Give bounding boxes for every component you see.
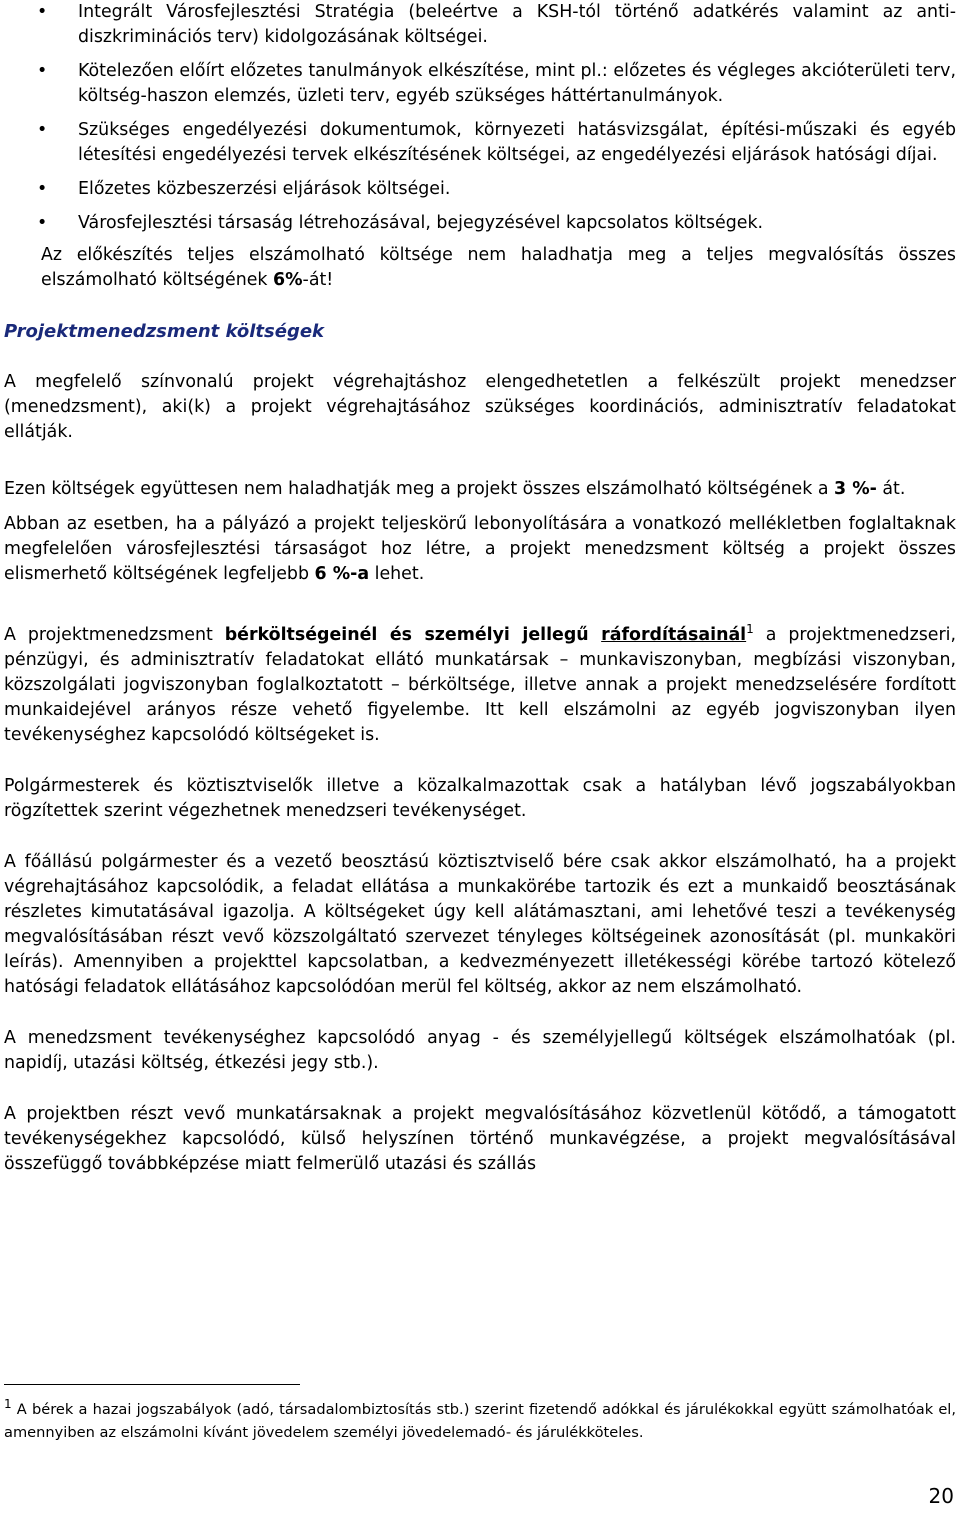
- paragraph-limit: Ezen költségek együttesen nem haladhatják meg a projekt összes elszámolható költségének a 3 %- át.: [4, 479, 906, 499]
- bullet-icon: •: [37, 120, 48, 140]
- page-number: 20: [928, 1484, 954, 1508]
- paragraph-company: Abban az esetben, ha a pályázó a projekt teljeskörű lebonyolítására a vonatkozó mellékletben foglaltaknak megfelelően városfejlesztési társaságot hoz létre, a projekt menedzsment költség a projekt összes elismerhető költségének legfeljebb 6 %-a lehet.: [4, 514, 956, 584]
- bullet-icon: •: [37, 179, 48, 199]
- preparation-cost-list: [4, 0, 956, 236]
- list-item: • Szükséges engedélyezési dokumentumok, környezeti hatásvizsgálat, építési-műszaki és egyéb létesítési engedélyezési tervek elkészítésének költségei, az engedélyezési eljárások hatósági díjai.: [37, 120, 956, 165]
- paragraph-material-costs: A menedzsment tevékenységhez kapcsolódó anyag - és személyjellegű költségek elszámolhatóak (pl. napidíj, utazási költség, étkezési jegy stb.).: [4, 1028, 956, 1073]
- company-limit-value: 6 %-a: [314, 564, 370, 584]
- paragraph-travel: A projektben részt vevő munkatársaknak a projekt megvalósításához közvetlenül kötődő, a támogatott tevékenységekhez kapcsolódó, külső helyszínen történő munkavégzése, a projekt megvalósításával összefüggő továbbképzése miatt felmerülő utazási és szállás: [4, 1104, 956, 1174]
- paragraph-intro: A megfelelő színvonalú projekt végrehajtáshoz elengedhetetlen a felkészült projekt menedzser (menedzsment), aki(k) a projekt végrehajtásához szükséges koordinációs, adminisztratív feladatokat ellátják.: [4, 372, 956, 442]
- paragraph-mayors: Polgármesterek és köztisztviselők illetve a közalkalmazottak csak a hatályban lévő jogszabályokban rögzítettek szerint végezhetnek menedzseri tevékenységet.: [4, 776, 956, 821]
- management-limit-value: 3 %-: [834, 479, 877, 499]
- footnote-reference[interactable]: 1: [746, 622, 754, 637]
- preparation-limit-value: 6%: [273, 270, 303, 290]
- list-item: • Városfejlesztési társaság létrehozásával, bejegyzésével kapcsolatos költségek.: [4, 211, 956, 236]
- paragraph-wages: A projektmenedzsment bérköltségeinél és személyi jellegű ráfordításainál$^1$ a projektmenedzseri, pénzügyi, és adminisztratív feladatokat ellátó munkatársak – munkaviszonyban, megbízási viszonyban, közszolgálati jogviszonyban foglalkoztatott – bérköltsége, illetve annak a projekt menedzselésére fordított munkaidejével arányos része vehető figyelembe. Itt kell elszámolni az egyéb jogviszonyban ilyen tevékenységhez kapcsolódó költségeket is.: [4, 622, 956, 745]
- bullet-icon: •: [37, 2, 48, 22]
- footnote-marker: 1: [4, 1397, 12, 1412]
- document-page: [4, 0, 956, 1177]
- paragraph-salary: A főállású polgármester és a vezető beosztású köztisztviselő bére csak akkor elszámolható, ha a projekt végrehajtásához kapcsolódik, a feladat ellátása a munkakörébe tartozik és ezt a munkaidő beosztásának részletes kimutatásával igazolja. A költségeket úgy kell alátámasztani, ami lehetővé teszi a tevékenység megvalósításában részt vevő közszolgáltató szervezet tényleges költségeinek azonosítását (pl. munkaköri leírás). Amennyiben a projekttel kapcsolatban, a kedvezményezett illetékességi körébe tartozó kötelező hatósági feladatok ellátásához kapcsolódóan merül fel költség, akkor az nem elszámolható.: [4, 852, 956, 997]
- footnote-divider: [4, 1384, 300, 1385]
- footnote: $^1$ A bérek a hazai jogszabályok (adó, társadalombiztosítás stb.) szerint fizetendő adókkal és járulékokkal együtt számolhatóak el, amennyiben az elszámolni kívánt jövedelem személyi jövedelemadó- és járulékköteles.: [4, 1397, 956, 1441]
- list-item: • Integrált Városfejlesztési Stratégia (beleértve a KSH-tól történő adatkérés valamint az anti-diszkriminációs terv) kidolgozásának költségei.: [37, 2, 956, 47]
- bullet-icon: •: [37, 213, 48, 233]
- list-item: • Kötelezően előírt előzetes tanulmányok elkészítése, mint pl.: előzetes és végleges akcióterületi terv, költség-haszon elemzés, üzleti terv, egyéb szükséges háttértanulmányok.: [37, 61, 956, 106]
- bullet-icon: •: [37, 61, 48, 81]
- section-title: Projektmenedzsment költségek: [4, 321, 325, 342]
- list-item: • Előzetes közbeszerzési eljárások költségei.: [4, 177, 956, 202]
- preparation-limit-paragraph: Az előkészítés teljes elszámolható költsége nem haladhatja meg a teljes megvalósítás összes elszámolható költségének 6%-át!: [41, 245, 956, 290]
